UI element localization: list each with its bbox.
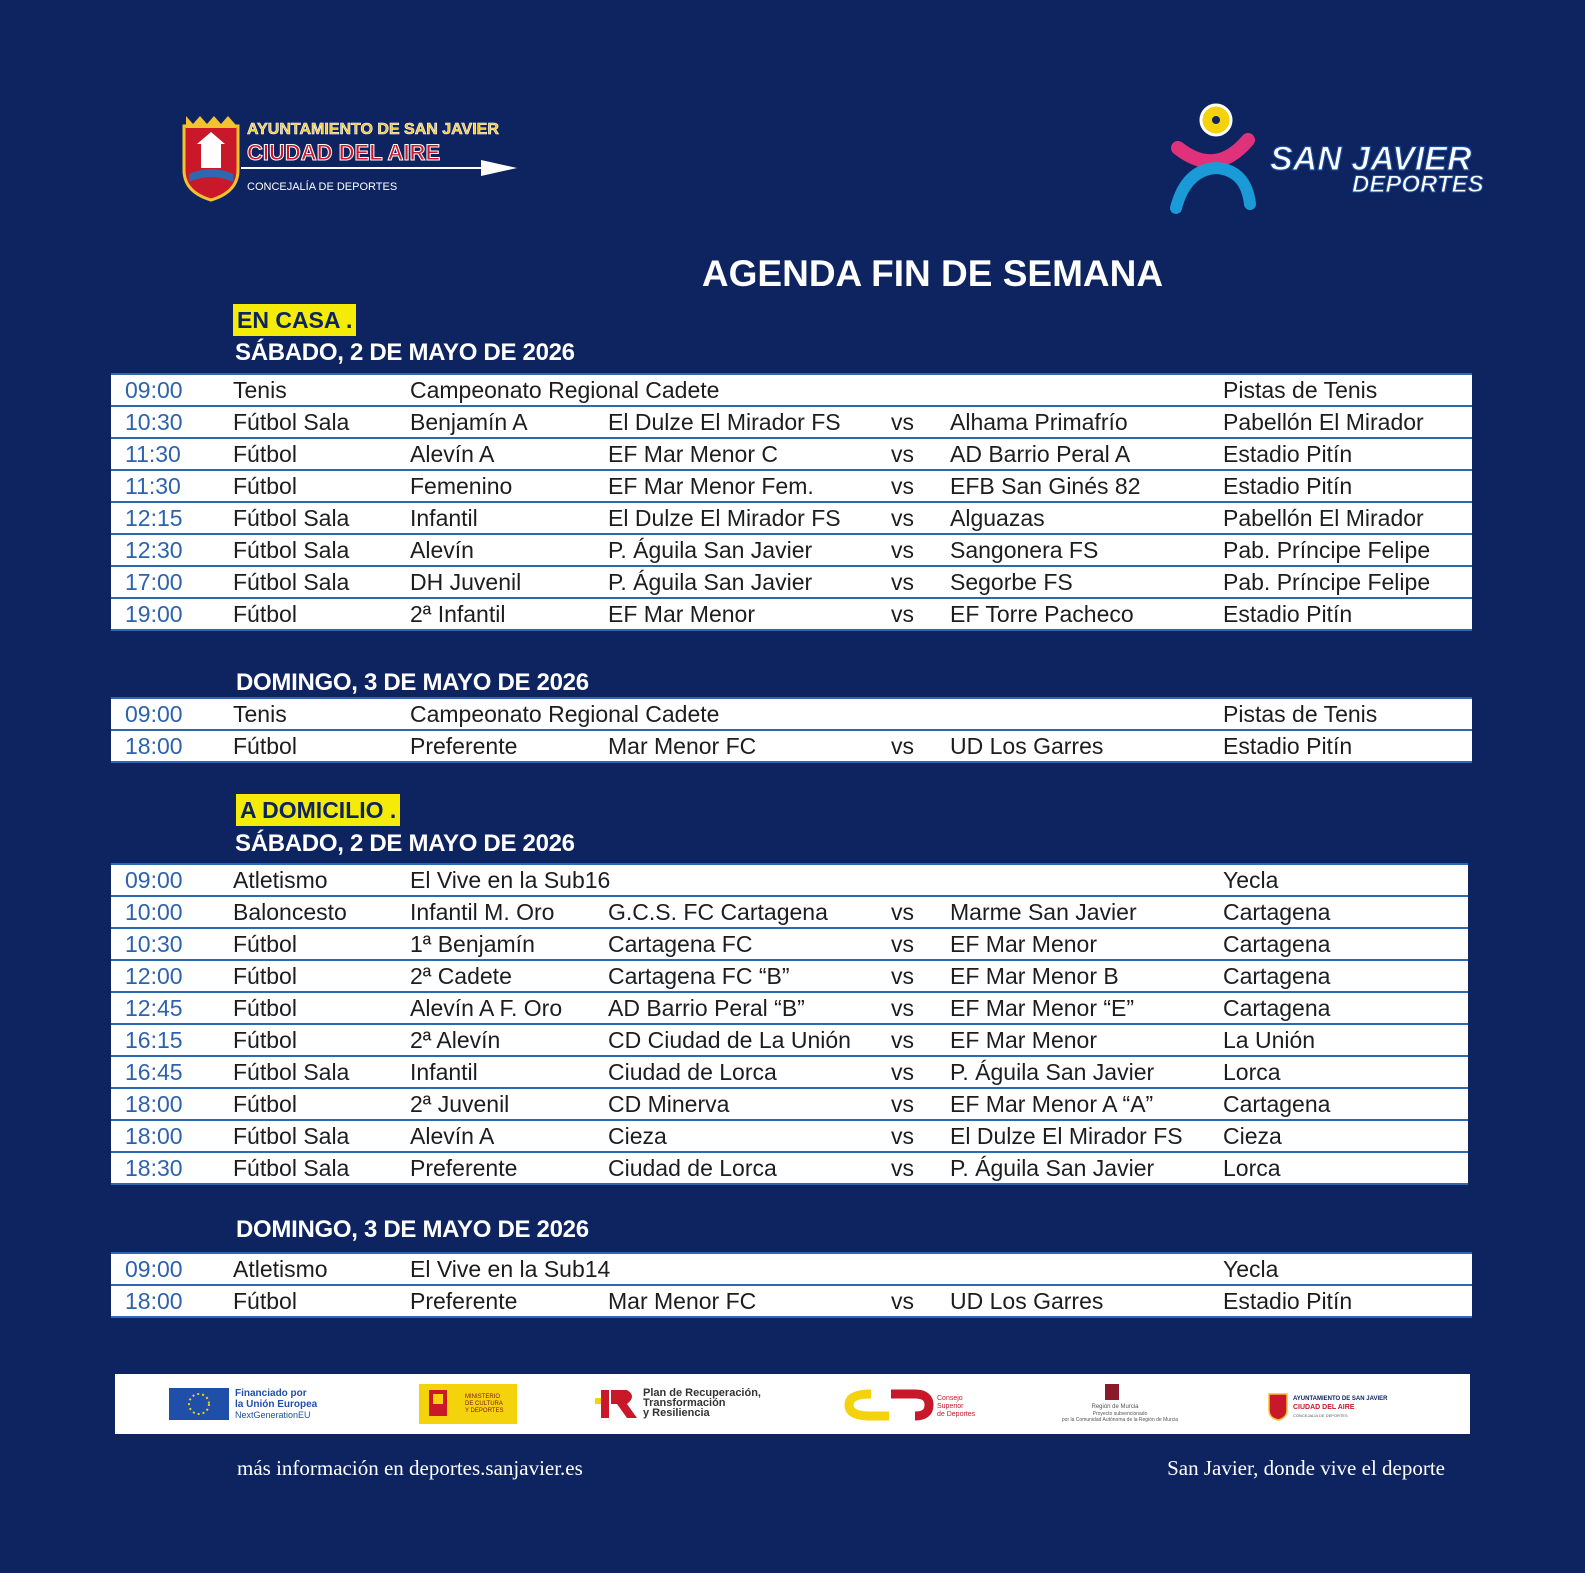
cell-time: 10:30 (125, 931, 183, 957)
ayto-line3: CONCEJALÍA DE DEPORTES (247, 181, 398, 193)
cell-venue: Estadio Pitín (1223, 441, 1353, 467)
cell-category: Preferente (410, 1155, 518, 1181)
cell-time: 17:00 (125, 569, 183, 595)
cell-venue: Pab. Príncipe Felipe (1223, 537, 1431, 563)
cell-category: 2ª Juvenil (410, 1091, 510, 1117)
sj-line2: DEPORTES (1352, 171, 1484, 198)
cell-time: 12:45 (125, 995, 183, 1021)
cell-sport: Fútbol Sala (233, 1059, 350, 1085)
cell-category: Campeonato Regional Cadete (410, 377, 720, 403)
cell-home-team: G.C.S. FC Cartagena (608, 899, 828, 925)
cell-home-team: CD Ciudad de La Unión (608, 1027, 851, 1053)
ayto-small-line3: CONCEJALÍA DE DEPORTES (1293, 1413, 1348, 1418)
cell-away-team: UD Los Garres (950, 733, 1104, 759)
cell-away-team: EF Mar Menor (950, 931, 1097, 957)
footer-info-link-text: más información en deportes.sanjavier.es (237, 1456, 583, 1480)
cell-home-team: Ciudad de Lorca (608, 1059, 777, 1085)
table-row (111, 405, 1472, 437)
prtr-line2: Transformación (643, 1397, 726, 1409)
cell-time: 10:30 (125, 409, 183, 435)
cell-away-team: P. Águila San Javier (950, 1059, 1155, 1085)
table-row (111, 959, 1468, 991)
cell-away-team: El Dulze El Mirador FS (950, 1123, 1183, 1149)
ayto-line2: CIUDAD DEL AIRE (247, 140, 441, 165)
day-heading-a-domicilio-saturday: SÁBADO, 2 DE MAYO DE 2026 (235, 830, 575, 857)
table-row (111, 565, 1472, 597)
cell-away-team: Alguazas (950, 505, 1045, 531)
sj-line1: SAN JAVIER (1270, 140, 1472, 178)
cell-home-team: El Dulze El Mirador FS (608, 409, 841, 435)
cell-vs: vs (891, 569, 914, 595)
cell-home-team: EF Mar Menor Fem. (608, 473, 814, 499)
cell-away-team: Alhama Primafrío (950, 409, 1128, 435)
cell-category: El Vive en la Sub14 (410, 1256, 611, 1282)
cell-vs: vs (891, 899, 914, 925)
csd-line2: Superior (937, 1403, 964, 1410)
cell-venue: Pabellón El Mirador (1223, 409, 1424, 435)
cell-time: 09:00 (125, 1256, 183, 1282)
cell-venue: Yecla (1223, 1256, 1279, 1282)
day-heading-en-casa-saturday: SÁBADO, 2 DE MAYO DE 2026 (235, 339, 575, 366)
cell-time: 09:00 (125, 377, 183, 403)
cell-home-team: Cartagena FC “B” (608, 963, 790, 989)
footer-slogan: San Javier, donde vive el deporte (1167, 1456, 1445, 1480)
cell-home-team: Cieza (608, 1123, 667, 1149)
murcia-line3: por la Comunidad Autónoma de la Región de Murcia (1061, 1417, 1179, 1423)
table-row (111, 1119, 1468, 1151)
cell-venue: Yecla (1223, 867, 1279, 893)
cell-time: 18:00 (125, 1288, 183, 1314)
cell-sport: Fútbol (233, 1288, 297, 1314)
cell-venue: Estadio Pitín (1223, 733, 1353, 759)
cell-time: 18:00 (125, 1091, 183, 1117)
cell-category: Femenino (410, 473, 513, 499)
murcia-line2: Proyecto subvencionado (1092, 1411, 1148, 1417)
table-row (111, 699, 1472, 729)
cell-away-team: Segorbe FS (950, 569, 1073, 595)
cell-category: Alevín A (410, 1123, 495, 1149)
cell-away-team: EF Mar Menor B (950, 963, 1119, 989)
csd-line1: Consejo (937, 1395, 963, 1402)
cell-category: 1ª Benjamín (410, 931, 535, 957)
cell-time: 16:15 (125, 1027, 183, 1053)
cell-venue: Estadio Pitín (1223, 473, 1353, 499)
cell-sport: Atletismo (233, 867, 328, 893)
cell-venue: Estadio Pitín (1223, 601, 1353, 627)
table-row (111, 597, 1472, 629)
cell-home-team: AD Barrio Peral “B” (608, 995, 805, 1021)
ministerio-line1: MINISTERIO (465, 1394, 501, 1400)
cell-category: Alevín A F. Oro (410, 995, 563, 1021)
cell-sport: Fútbol (233, 441, 297, 467)
cell-sport: Fútbol Sala (233, 537, 350, 563)
eu-line1: Financiado por (235, 1388, 307, 1399)
cell-sport: Fútbol (233, 931, 297, 957)
cell-sport: Fútbol (233, 1027, 297, 1053)
cell-category: Infantil (410, 505, 478, 531)
cell-vs: vs (891, 601, 914, 627)
cell-time: 16:45 (125, 1059, 183, 1085)
cell-category: Preferente (410, 733, 518, 759)
san-javier-deportes-logo (1166, 100, 1496, 220)
cell-time: 11:30 (125, 473, 181, 499)
eu-line3: NextGenerationEU (235, 1410, 311, 1420)
eu-line2: la Unión Europea (235, 1399, 318, 1410)
cell-sport: Fútbol (233, 473, 297, 499)
table-row (111, 991, 1468, 1023)
cell-category: Infantil M. Oro (410, 899, 555, 925)
cell-category: 2ª Alevín (410, 1027, 501, 1053)
funding-logos-bar (115, 1374, 1470, 1434)
ministerio-line2: DE CULTURA (465, 1401, 503, 1407)
cell-category: Infantil (410, 1059, 478, 1085)
table-row (111, 437, 1472, 469)
cell-time: 12:30 (125, 537, 183, 563)
cell-sport: Fútbol (233, 733, 297, 759)
cell-home-team: EF Mar Menor (608, 601, 755, 627)
ayuntamiento-shield-icon (181, 112, 541, 202)
cell-sport: Fútbol (233, 963, 297, 989)
cell-venue: Lorca (1223, 1059, 1281, 1085)
cell-time: 18:00 (125, 1123, 183, 1149)
ministerio-line3: Y DEPORTES (465, 1408, 504, 1414)
cell-away-team: EFB San Ginés 82 (950, 473, 1141, 499)
cell-venue: Cieza (1223, 1123, 1282, 1149)
table-row (111, 1055, 1468, 1087)
cell-venue: La Unión (1223, 1027, 1316, 1053)
cell-vs: vs (891, 1288, 914, 1314)
prtr-logo-icon (595, 1390, 637, 1418)
cell-time: 18:00 (125, 733, 183, 759)
cell-time: 10:00 (125, 899, 183, 925)
cell-category: DH Juvenil (410, 569, 522, 595)
section-label-en-casa: EN CASA . (233, 304, 356, 336)
section-label-a-domicilio: A DOMICILIO . (236, 794, 400, 826)
ayuntamiento-small-shield-icon (1269, 1394, 1287, 1420)
cell-category: Preferente (410, 1288, 518, 1314)
table-row (111, 865, 1468, 895)
table-row (111, 533, 1472, 565)
cell-time: 09:00 (125, 701, 183, 727)
csd-line3: de Deportes (937, 1411, 976, 1418)
table-row (111, 469, 1472, 501)
table-row (111, 375, 1472, 405)
murcia-crest-icon (1105, 1384, 1119, 1400)
cell-home-team: Mar Menor FC (608, 733, 757, 759)
cell-venue: Pistas de Tenis (1223, 701, 1378, 727)
cell-home-team: El Dulze El Mirador FS (608, 505, 841, 531)
cell-sport: Tenis (233, 377, 287, 403)
cell-home-team: P. Águila San Javier (608, 537, 813, 563)
cell-vs: vs (891, 733, 914, 759)
cell-vs: vs (891, 931, 914, 957)
cell-away-team: EF Mar Menor A “A” (950, 1091, 1154, 1117)
prtr-line1: Plan de Recuperación, (643, 1387, 761, 1399)
cell-venue: Estadio Pitín (1223, 1288, 1353, 1314)
csd-logo-icon (849, 1394, 929, 1416)
cell-time: 18:30 (125, 1155, 183, 1181)
cell-venue: Pistas de Tenis (1223, 377, 1378, 403)
cell-sport: Fútbol Sala (233, 1155, 350, 1181)
table-row (111, 1023, 1468, 1055)
cell-away-team: AD Barrio Peral A (950, 441, 1131, 467)
cell-home-team: Ciudad de Lorca (608, 1155, 777, 1181)
cell-vs: vs (891, 1091, 914, 1117)
cell-away-team: Sangonera FS (950, 537, 1099, 563)
cell-home-team: P. Águila San Javier (608, 569, 813, 595)
cell-vs: vs (891, 1059, 914, 1085)
cell-time: 12:00 (125, 963, 183, 989)
cell-time: 19:00 (125, 601, 183, 627)
cell-home-team: EF Mar Menor C (608, 441, 778, 467)
cell-vs: vs (891, 1155, 914, 1181)
ayto-small-line2: CIUDAD DEL AIRE (1293, 1404, 1355, 1411)
cell-category: Campeonato Regional Cadete (410, 701, 720, 727)
cell-sport: Atletismo (233, 1256, 328, 1282)
cell-vs: vs (891, 505, 914, 531)
cell-category: 2ª Cadete (410, 963, 512, 989)
cell-vs: vs (891, 441, 914, 467)
funding-logos (115, 1374, 1470, 1434)
schedule-table-a-domicilio-saturday (111, 863, 1468, 1185)
cell-time: 12:15 (125, 505, 183, 531)
cell-sport: Fútbol Sala (233, 505, 350, 531)
cell-time: 11:30 (125, 441, 181, 467)
cell-home-team: CD Minerva (608, 1091, 730, 1117)
cell-category: 2ª Infantil (410, 601, 506, 627)
prtr-line3: y Resiliencia (643, 1407, 710, 1419)
cell-vs: vs (891, 1123, 914, 1149)
cell-venue: Cartagena (1223, 899, 1331, 925)
spain-coat-of-arms-icon (429, 1390, 447, 1416)
cell-sport: Tenis (233, 701, 287, 727)
day-heading-a-domicilio-sunday: DOMINGO, 3 DE MAYO DE 2026 (236, 1216, 589, 1243)
cell-venue: Cartagena (1223, 963, 1331, 989)
schedule-table-en-casa-sunday (111, 697, 1472, 763)
cell-sport: Fútbol (233, 601, 297, 627)
cell-away-team: Marme San Javier (950, 899, 1137, 925)
cell-category: Alevín (410, 537, 474, 563)
cell-vs: vs (891, 473, 914, 499)
cell-time: 09:00 (125, 867, 183, 893)
table-row (111, 1151, 1468, 1183)
ayto-line1: AYUNTAMIENTO DE SAN JAVIER (247, 121, 499, 138)
cell-venue: Lorca (1223, 1155, 1281, 1181)
cell-vs: vs (891, 537, 914, 563)
ayuntamiento-logo (181, 112, 541, 202)
cell-category: Benjamín A (410, 409, 528, 435)
cell-venue: Cartagena (1223, 995, 1331, 1021)
schedule-table-a-domicilio-sunday (111, 1252, 1472, 1318)
cell-away-team: EF Mar Menor “E” (950, 995, 1135, 1021)
cell-sport: Fútbol Sala (233, 409, 350, 435)
cell-category: El Vive en la Sub16 (410, 867, 611, 893)
cell-away-team: UD Los Garres (950, 1288, 1104, 1314)
cell-home-team: Cartagena FC (608, 931, 753, 957)
table-row (111, 1087, 1468, 1119)
table-row (111, 927, 1468, 959)
cell-away-team: P. Águila San Javier (950, 1155, 1155, 1181)
murcia-line1: Región de Murcia (1091, 1404, 1139, 1410)
table-row (111, 1284, 1472, 1316)
cell-venue: Pabellón El Mirador (1223, 505, 1424, 531)
cell-sport: Fútbol (233, 995, 297, 1021)
day-heading-en-casa-sunday: DOMINGO, 3 DE MAYO DE 2026 (236, 669, 589, 696)
schedule-table-en-casa-saturday (111, 373, 1472, 631)
san-javier-figure-icon (1166, 100, 1496, 220)
table-row (111, 729, 1472, 761)
cell-category: Alevín A (410, 441, 495, 467)
cell-venue: Cartagena (1223, 1091, 1331, 1117)
page-title: AGENDA FIN DE SEMANA (701, 253, 1164, 294)
ayto-small-line1: AYUNTAMIENTO DE SAN JAVIER (1293, 1396, 1388, 1402)
cell-vs: vs (891, 409, 914, 435)
cell-venue: Cartagena (1223, 931, 1331, 957)
cell-home-team: Mar Menor FC (608, 1288, 757, 1314)
cell-sport: Fútbol Sala (233, 1123, 350, 1149)
table-row (111, 1254, 1472, 1284)
cell-vs: vs (891, 995, 914, 1021)
cell-venue: Pab. Príncipe Felipe (1223, 569, 1431, 595)
cell-away-team: EF Torre Pacheco (950, 601, 1134, 627)
cell-vs: vs (891, 1027, 914, 1053)
eu-flag-icon (169, 1388, 229, 1420)
cell-away-team: EF Mar Menor (950, 1027, 1097, 1053)
cell-sport: Fútbol Sala (233, 569, 350, 595)
table-row (111, 501, 1472, 533)
cell-vs: vs (891, 963, 914, 989)
table-row (111, 895, 1468, 927)
cell-sport: Fútbol (233, 1091, 297, 1117)
cell-sport: Baloncesto (233, 899, 347, 925)
